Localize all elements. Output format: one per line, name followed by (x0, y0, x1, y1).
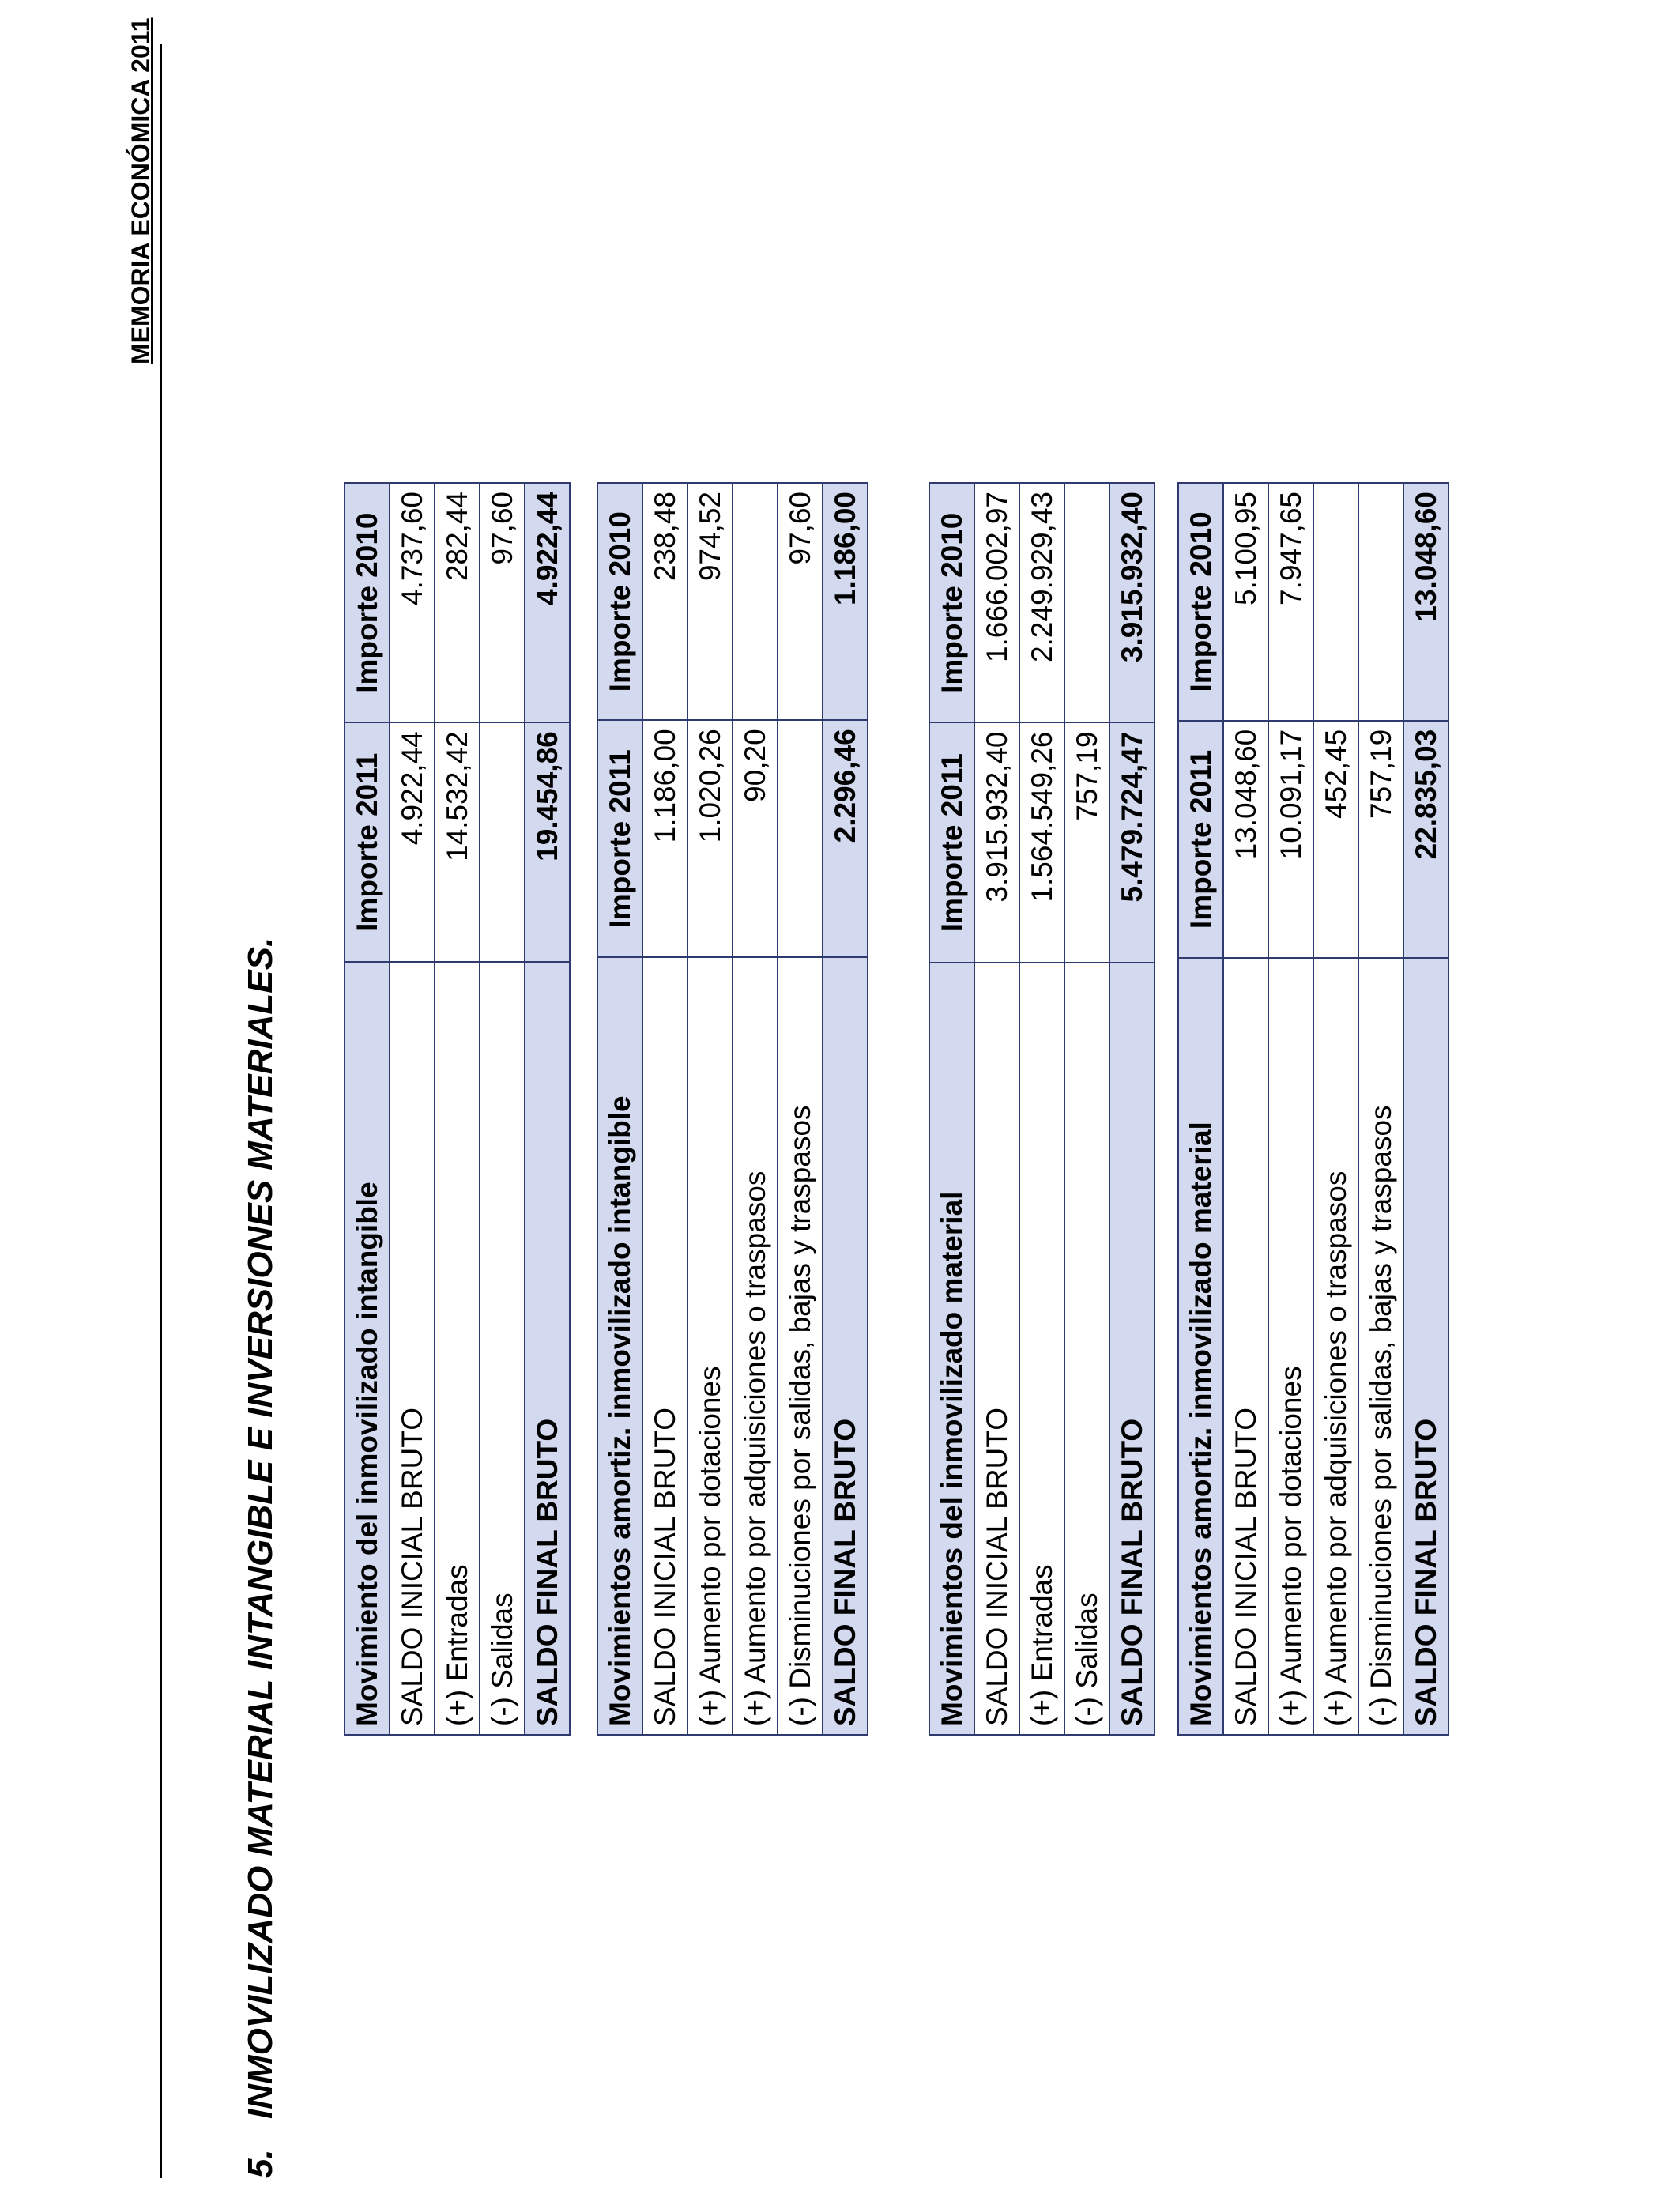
value-2011: 757,19 (1064, 723, 1109, 963)
value-2010: 97,60 (778, 483, 823, 720)
table-header-row (1178, 483, 1223, 1735)
value-2011: 1.564.549,26 (1019, 723, 1064, 963)
total-label: SALDO FINAL BRUTO (1109, 963, 1155, 1735)
header-cell-2010: Importe 2010 (1178, 483, 1223, 721)
total-label: SALDO FINAL BRUTO (1403, 958, 1448, 1735)
table-row (390, 483, 435, 1735)
table-row (687, 483, 733, 1735)
value-2011 (480, 722, 525, 962)
value-2010: 4.737,60 (390, 483, 435, 722)
value-2011: 14.532,42 (435, 722, 480, 962)
value-2010 (1064, 483, 1109, 723)
header-cell-concept: Movimientos amortiz. inmovilizado intangible (597, 957, 642, 1735)
section-title (241, 937, 281, 2178)
total-2011: 22.835,03 (1403, 721, 1448, 958)
value-2010: 2.249.929,43 (1019, 483, 1064, 723)
table-intangible-amortization (597, 482, 868, 1736)
table-row (1019, 483, 1064, 1735)
header-cell-concept: Movimiento del inmovilizado intangible (345, 962, 390, 1735)
value-2011: 3.915.932,40 (974, 723, 1019, 963)
value-2010: 1.666.002,97 (974, 483, 1019, 723)
table-row (974, 483, 1019, 1735)
table-intangible-movements (344, 482, 571, 1736)
document-header: MEMORIA ECONÓMICA 2011 (126, 17, 155, 364)
header-cell-2010: Importe 2010 (929, 483, 974, 723)
total-row (1403, 483, 1448, 1735)
table-row (1268, 483, 1313, 1735)
value-2011: 4.922,44 (390, 722, 435, 962)
total-2011: 2.296,46 (823, 720, 868, 957)
total-2010: 13.048,60 (1403, 483, 1448, 721)
table-row (778, 483, 823, 1735)
total-2010: 1.186,00 (823, 483, 868, 720)
row-label: (-) Disminuciones por salidas, bajas y traspasos (778, 957, 823, 1735)
table-header-row (345, 483, 390, 1735)
row-label: SALDO INICIAL BRUTO (974, 963, 1019, 1735)
header-cell-concept: Movimientos del inmovilizado material (929, 963, 974, 1735)
table-row (733, 483, 778, 1735)
total-2010: 3.915.932,40 (1109, 483, 1155, 723)
table-material-amortization (1177, 482, 1449, 1736)
row-label: (-) Disminuciones por salidas, bajas y traspasos (1358, 958, 1403, 1735)
total-label: SALDO FINAL BRUTO (823, 957, 868, 1735)
section-title-text: INMOVILIZADO MATERIAL INTANGIBLE E INVERSIONES MATERIALES. (241, 937, 280, 2119)
table-header-row (597, 483, 642, 1735)
table-row (1358, 483, 1403, 1735)
table-row (480, 483, 525, 1735)
value-2011: 10.091,17 (1268, 721, 1313, 958)
value-2010: 238,48 (642, 483, 687, 720)
table-row (1313, 483, 1358, 1735)
value-2011: 13.048,60 (1223, 721, 1268, 958)
section-number: 5. (241, 2149, 280, 2178)
row-label: (+) Aumento por dotaciones (1268, 958, 1313, 1735)
value-2011: 1.020,26 (687, 720, 733, 957)
header-rule (160, 44, 162, 2178)
value-2011: 1.186,00 (642, 720, 687, 957)
total-2011: 5.479.724,47 (1109, 723, 1155, 963)
row-label: (+) Aumento por adquisiciones o traspasos (1313, 958, 1358, 1735)
value-2010: 97,60 (480, 483, 525, 722)
value-2011 (778, 720, 823, 957)
header-cell-concept: Movimientos amortiz. inmovilizado material (1178, 958, 1223, 1735)
total-2011: 19.454,86 (525, 722, 570, 962)
total-row (823, 483, 868, 1735)
table-row (435, 483, 480, 1735)
value-2011: 90,20 (733, 720, 778, 957)
total-row (525, 483, 570, 1735)
header-cell-2010: Importe 2010 (345, 483, 390, 722)
row-label: (+) Entradas (435, 962, 480, 1735)
table-row (1064, 483, 1109, 1735)
table-header-row (929, 483, 974, 1735)
total-row (1109, 483, 1155, 1735)
row-label: (-) Salidas (1064, 963, 1109, 1735)
row-label: SALDO INICIAL BRUTO (1223, 958, 1268, 1735)
value-2010 (733, 483, 778, 720)
table-row (1223, 483, 1268, 1735)
header-cell-2011: Importe 2011 (929, 723, 974, 963)
total-label: SALDO FINAL BRUTO (525, 962, 570, 1735)
row-label: (-) Salidas (480, 962, 525, 1735)
row-label: (+) Aumento por dotaciones (687, 957, 733, 1735)
row-label: SALDO INICIAL BRUTO (642, 957, 687, 1735)
row-label: SALDO INICIAL BRUTO (390, 962, 435, 1735)
value-2010: 282,44 (435, 483, 480, 722)
header-cell-2011: Importe 2011 (345, 722, 390, 962)
row-label: (+) Aumento por adquisiciones o traspasos (733, 957, 778, 1735)
value-2010: 974,52 (687, 483, 733, 720)
value-2010: 7.947,65 (1268, 483, 1313, 721)
table-material-movements (929, 482, 1155, 1736)
value-2010: 5.100,95 (1223, 483, 1268, 721)
row-label: (+) Entradas (1019, 963, 1064, 1735)
value-2011: 452,45 (1313, 721, 1358, 958)
table-row (642, 483, 687, 1735)
value-2010 (1358, 483, 1403, 721)
header-cell-2011: Importe 2011 (1178, 721, 1223, 958)
value-2011: 757,19 (1358, 721, 1403, 958)
header-cell-2011: Importe 2011 (597, 720, 642, 957)
total-2010: 4.922,44 (525, 483, 570, 722)
value-2010 (1313, 483, 1358, 721)
header-cell-2010: Importe 2010 (597, 483, 642, 720)
